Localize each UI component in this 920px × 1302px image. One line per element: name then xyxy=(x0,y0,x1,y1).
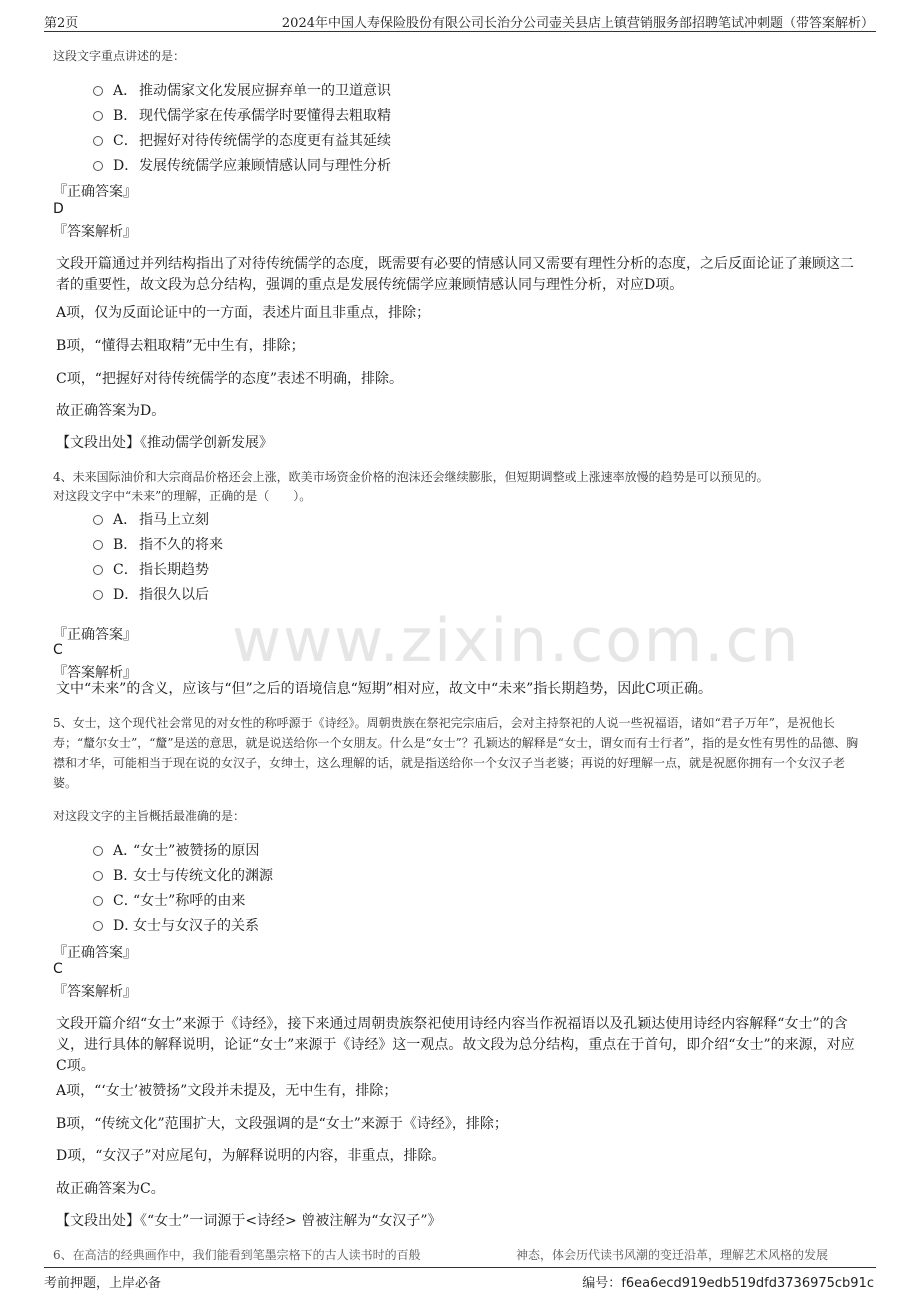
q3-option-c[interactable] xyxy=(93,130,391,150)
q4-answer-label: 『正确答案』 xyxy=(53,627,137,643)
q4-answer: C xyxy=(53,642,63,658)
q6-stem-right: 神态，体会历代读书风潮的变迁沿革，理解艺术风格的发展 xyxy=(516,1248,829,1262)
option-letter: D． xyxy=(113,158,139,174)
radio-icon[interactable] xyxy=(93,921,103,931)
option-text: 现代儒学家在传承儒学时要懂得去粗取精 xyxy=(139,108,391,124)
option-text: 女士与传统文化的渊源 xyxy=(133,868,273,884)
q5-stem: 5、女士，这个现代社会常见的对女性的称呼源于《诗经》。周朝贵族在祭祀完宗庙后，会对主持祭祀的人说一些祝福语，诸如“君子万年”，是祝他长寿；“釐尔女士”，“釐”是送的意思，就是说送给你一个女朋友。什么是“女士”？孔颖达的解释是“女士，谓女而有士行者”，指的是女性有男性的品德、胸襟和才华，可能相当于现在说的女汉子，女绅士，这么理解的话，就是指送给你一个女汉子当老婆；再说的好理解一点，就是祝愿你拥有一个女汉子老婆。 xyxy=(53,716,859,790)
radio-icon[interactable] xyxy=(93,136,103,146)
option-text: “女士”被赞扬的原因 xyxy=(133,843,260,859)
q5-source: 【文段出处】《“女士”一词源于<诗经> 曾被注解为“女汉子”》 xyxy=(56,1213,442,1229)
header-divider xyxy=(44,31,876,32)
q4-option-b[interactable] xyxy=(93,534,223,554)
footer-code xyxy=(582,1272,874,1291)
q3-analysis-a: A项，仅为反面论证中的一方面，表述片面且非重点，排除； xyxy=(56,305,431,321)
option-letter: A． xyxy=(113,83,138,99)
footer-code-label: 编号： xyxy=(582,1276,622,1291)
q4-question: 对这段文字中“未来”的理解，正确的是（ ）。 xyxy=(53,489,312,503)
radio-icon[interactable] xyxy=(93,846,103,856)
option-text: 指长期趋势 xyxy=(139,562,209,578)
watermark: www.zixin.com.cn xyxy=(232,606,801,676)
page-number: 第2页 xyxy=(44,16,79,31)
option-text: 指马上立刻 xyxy=(139,512,209,528)
q5-answer-label: 『正确答案』 xyxy=(53,945,137,961)
radio-icon[interactable] xyxy=(93,111,103,121)
q5-analysis-a: A项，“‘女士’被赞扬”文段并未提及，无中生有，排除； xyxy=(56,1083,398,1099)
radio-icon[interactable] xyxy=(93,86,103,96)
q3-answer-label: 『正确答案』 xyxy=(53,184,137,200)
q5-analysis-summary: 文段开篇介绍“女士”来源于《诗经》，接下来通过周朝贵族祭祀使用诗经内容当作祝福语以及孔颖达使用诗经内容解释“女士”的含义，进行具体的解释说明，论证“女士”来源于《诗经》这一观点。故文段为总分结构，重点在于首句，即介绍“女士”的来源，对应C项。 xyxy=(56,1016,855,1074)
option-text: 指很久以后 xyxy=(139,587,209,603)
q3-stem: 这段文字重点讲述的是： xyxy=(53,49,186,63)
radio-icon[interactable] xyxy=(93,590,103,600)
option-letter: D． xyxy=(113,587,139,603)
q5-option-a[interactable] xyxy=(93,840,259,860)
q5-answer: C xyxy=(53,961,63,977)
q6-stem-left: 6、在高洁的经典画作中，我们能看到笔墨宗格下的古人读书时的百般 xyxy=(53,1248,421,1262)
q3-analysis-label: 『答案解析』 xyxy=(53,224,137,240)
q3-analysis-conclusion: 故正确答案为D。 xyxy=(56,403,166,419)
radio-icon[interactable] xyxy=(93,161,103,171)
option-text: “女士”称呼的由来 xyxy=(133,893,246,909)
option-text: 推动儒家文化发展应摒弃单一的卫道意识 xyxy=(139,83,391,99)
radio-icon[interactable] xyxy=(93,515,103,525)
q3-source: 【文段出处】《推动儒学创新发展》 xyxy=(56,435,273,451)
q4-option-a[interactable] xyxy=(93,509,209,529)
option-letter: A． xyxy=(113,512,138,528)
q5-analysis-d: D项，“女汉子”对应尾句，为解释说明的内容，非重点，排除。 xyxy=(56,1148,446,1164)
q4-option-c[interactable] xyxy=(93,559,209,579)
q5-analysis-label: 『答案解析』 xyxy=(53,984,137,1000)
radio-icon[interactable] xyxy=(93,871,103,881)
radio-icon[interactable] xyxy=(93,540,103,550)
q5-analysis-conclusion: 故正确答案为C。 xyxy=(56,1181,165,1197)
option-text: 女士与女汉子的关系 xyxy=(133,918,259,934)
option-letter: C． xyxy=(113,893,138,909)
q5-analysis-b: B项，“传统文化”范围扩大，文段强调的是“女士”来源于《诗经》，排除； xyxy=(56,1116,508,1132)
q3-option-a[interactable] xyxy=(93,80,391,100)
q3-answer: D xyxy=(53,201,64,217)
option-letter: C． xyxy=(113,562,138,578)
q4-analysis: 文中“未来”的含义，应该与“但”之后的语境信息“短期”相对应，故文中“未来”指长期趋势，因此C项正确。 xyxy=(56,681,712,697)
option-letter: B． xyxy=(113,868,138,884)
option-letter: A． xyxy=(113,843,138,859)
document-title: 2024年中国人寿保险股份有限公司长治分公司壶关县店上镇营销服务部招聘笔试冲刺题（带答案解析） xyxy=(281,16,874,31)
q5-option-d[interactable] xyxy=(93,915,259,935)
q4-analysis-label: 『答案解析』 xyxy=(53,665,137,681)
q5-option-b[interactable] xyxy=(93,865,273,885)
option-letter: B． xyxy=(113,537,138,553)
option-text: 指不久的将来 xyxy=(139,537,223,553)
q5-question: 对这段文字的主旨概括最准确的是： xyxy=(53,809,246,823)
footer-code-value: f6ea6ecd919edb519dfd3736975cb91c xyxy=(621,1276,874,1291)
footer-slogan: 考前押题，上岸必备 xyxy=(44,1276,162,1291)
q3-analysis-b: B项，“懂得去粗取精”无中生有，排除； xyxy=(56,338,305,354)
option-letter: C． xyxy=(113,133,138,149)
option-text: 把握好对待传统儒学的态度更有益其延续 xyxy=(139,133,391,149)
footer-divider xyxy=(44,1267,876,1268)
q3-analysis-c: C项，“把握好对待传统儒学的态度”表述不明确，排除。 xyxy=(56,371,404,387)
radio-icon[interactable] xyxy=(93,896,103,906)
q4-option-d[interactable] xyxy=(93,584,209,604)
option-letter: D． xyxy=(113,918,139,934)
q3-analysis-summary: 文段开篇通过并列结构指出了对待传统儒学的态度，既需要有必要的情感认同又需要有理性分析的态度，之后反面论证了兼顾这二者的重要性，故文段为总分结构，强调的重点是发展传统儒学应兼顾情感认同与理性分析，对应D项。 xyxy=(56,256,854,293)
radio-icon[interactable] xyxy=(93,565,103,575)
q3-option-b[interactable] xyxy=(93,105,391,125)
option-letter: B． xyxy=(113,108,138,124)
q5-option-c[interactable] xyxy=(93,890,245,910)
q4-stem: 4、未来国际油价和大宗商品价格还会上涨，欧美市场资金价格的泡沫还会继续膨胀，但短期调整或上涨速率放慢的趋势是可以预见的。 xyxy=(53,470,769,484)
q3-option-d[interactable] xyxy=(93,155,391,175)
option-text: 发展传统儒学应兼顾情感认同与理性分析 xyxy=(139,158,391,174)
